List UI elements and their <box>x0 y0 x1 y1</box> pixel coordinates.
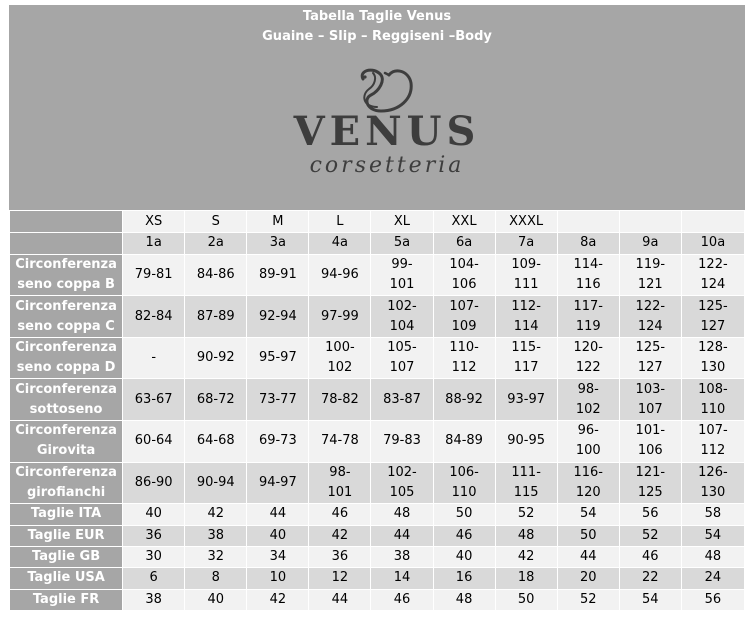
cell-line: 86-90 <box>134 474 173 490</box>
cell-line: 105- <box>387 340 417 356</box>
conversion-value: 54 <box>619 589 681 610</box>
conversion-value: 46 <box>433 525 495 546</box>
measurement-value <box>309 296 371 338</box>
cell-line: Circonferenza <box>15 298 117 314</box>
measurement-value <box>185 337 247 379</box>
cell-line: 107 <box>637 401 663 417</box>
cell-line: 117 <box>513 360 539 376</box>
measurement-value <box>681 254 744 296</box>
cell-line: 124 <box>700 276 726 292</box>
cell-line: 128- <box>698 340 728 356</box>
cell-line: 84-86 <box>196 266 235 282</box>
cell-line: 74-78 <box>321 433 359 449</box>
cell-line: 125- <box>698 298 728 314</box>
measurement-value <box>557 421 619 463</box>
cell-line: 127 <box>700 318 726 334</box>
cell-line: 114 <box>513 318 539 334</box>
number-size-row <box>10 233 745 254</box>
cell-line: Circonferenza <box>15 340 117 356</box>
cell-line: 64-68 <box>196 433 235 449</box>
measurement-value <box>433 462 495 504</box>
measurement-value <box>309 379 371 421</box>
measurement-row <box>10 421 745 463</box>
cell-line: 106 <box>451 276 477 292</box>
logo-wordmark: VENUS <box>293 108 481 155</box>
conversion-label: Taglie GB <box>10 546 123 567</box>
conversion-value: 44 <box>557 546 619 567</box>
conversion-value: 52 <box>557 589 619 610</box>
measurement-value <box>619 379 681 421</box>
cell-line: 108- <box>698 381 728 397</box>
cell-line: 78-82 <box>321 391 359 407</box>
cell-line: Circonferenza <box>15 256 117 272</box>
conversion-value: 36 <box>123 525 185 546</box>
cell-line: 112 <box>700 443 726 459</box>
measurement-label <box>10 337 123 379</box>
letter-size-cell <box>557 211 619 233</box>
measurement-label <box>10 254 123 296</box>
cell-line: 101- <box>635 423 666 439</box>
measurement-value <box>123 296 185 338</box>
letter-size-cell: XXL <box>433 211 495 233</box>
cell-line: 83-87 <box>383 391 421 407</box>
cell-line: 89-91 <box>258 266 297 282</box>
cell-line: girofianchi <box>26 484 106 500</box>
measurement-value <box>557 296 619 338</box>
cell-line: 102 <box>575 401 601 417</box>
letter-size-cell: XXXL <box>495 211 557 233</box>
measurement-value <box>371 462 433 504</box>
conversion-value: 46 <box>619 546 681 567</box>
measurement-value <box>619 462 681 504</box>
measurement-value <box>495 254 557 296</box>
cell-line: Circonferenza <box>15 464 117 480</box>
measurement-value <box>247 337 309 379</box>
cell-line: 110- <box>449 340 479 356</box>
conversion-value: 44 <box>247 504 309 525</box>
cell-line: 114- <box>573 256 603 272</box>
measurement-value <box>619 421 681 463</box>
measurement-value <box>619 254 681 296</box>
conversion-value: 12 <box>309 568 371 589</box>
measurement-value <box>309 462 371 504</box>
measurement-value <box>495 379 557 421</box>
cell-line: 110 <box>700 401 726 417</box>
conversion-label: Taglie EUR <box>10 525 123 546</box>
letter-size-cell: L <box>309 211 371 233</box>
letter-size-cell <box>681 211 744 233</box>
measurement-value <box>371 296 433 338</box>
cell-line: 96- <box>577 423 599 439</box>
cell-line: 98- <box>577 381 599 397</box>
conversion-value: 24 <box>681 568 744 589</box>
cell-line: 126- <box>698 464 728 480</box>
measurement-value <box>681 462 744 504</box>
cell-line: 122 <box>575 360 601 376</box>
cell-line: 104 <box>389 318 415 334</box>
measurement-value <box>557 462 619 504</box>
conversion-value: 40 <box>185 589 247 610</box>
cell-line: 119 <box>575 318 601 334</box>
cell-line: 122- <box>635 298 666 314</box>
measurement-row <box>10 462 745 504</box>
conversion-value: 8 <box>185 568 247 589</box>
conversion-row <box>10 546 745 567</box>
cell-line: 109 <box>451 318 477 334</box>
measurement-row <box>10 379 745 421</box>
cell-line: 90-92 <box>196 350 235 366</box>
conversion-label: Taglie FR <box>10 589 123 610</box>
conversion-value: 48 <box>371 504 433 525</box>
measurement-value <box>123 254 185 296</box>
measurement-value <box>495 462 557 504</box>
measurement-value <box>185 254 247 296</box>
measurement-value <box>619 296 681 338</box>
cell-line: Circonferenza <box>15 423 117 439</box>
conversion-value: 18 <box>495 568 557 589</box>
measurement-value <box>309 421 371 463</box>
cell-line: 103- <box>635 381 666 397</box>
measurement-value <box>557 379 619 421</box>
measurement-value <box>247 462 309 504</box>
conversion-value: 52 <box>619 525 681 546</box>
conversion-value: 46 <box>371 589 433 610</box>
cell-line: 98- <box>329 464 351 480</box>
conversion-value: 10 <box>247 568 309 589</box>
number-size-cell: 5a <box>371 233 433 254</box>
conversion-row <box>10 525 745 546</box>
cell-line: 94-97 <box>258 474 297 490</box>
conversion-value: 38 <box>371 546 433 567</box>
measurement-value <box>123 462 185 504</box>
conversion-value: 40 <box>123 504 185 525</box>
measurement-value <box>309 337 371 379</box>
cell-line: 100 <box>575 443 601 459</box>
letter-size-row <box>10 211 745 233</box>
cell-line: 115- <box>511 340 541 356</box>
conversion-value: 40 <box>433 546 495 567</box>
table-corner <box>10 211 123 233</box>
cell-line: 82-84 <box>134 308 173 324</box>
letter-size-cell: XS <box>123 211 185 233</box>
conversion-value: 42 <box>185 504 247 525</box>
chart-header <box>9 5 745 210</box>
measurement-value <box>433 254 495 296</box>
cell-line: 107- <box>698 423 728 439</box>
cell-line: 94-96 <box>321 266 359 282</box>
cell-line: 73-77 <box>258 391 297 407</box>
measurement-label <box>10 421 123 463</box>
measurement-value <box>557 254 619 296</box>
measurement-value <box>185 462 247 504</box>
cell-line: 117- <box>573 298 603 314</box>
letter-size-cell: S <box>185 211 247 233</box>
logo-tagline: corsetteria <box>309 153 465 178</box>
cell-line: 106- <box>449 464 479 480</box>
measurement-value <box>371 337 433 379</box>
cell-line: 79-83 <box>383 433 421 449</box>
conversion-value: 40 <box>247 525 309 546</box>
table-corner <box>10 233 123 254</box>
conversion-value: 42 <box>247 589 309 610</box>
cell-line: 112 <box>451 360 477 376</box>
cell-line: 101 <box>389 276 415 292</box>
conversion-value: 38 <box>123 589 185 610</box>
number-size-cell: 8a <box>557 233 619 254</box>
conversion-value: 46 <box>309 504 371 525</box>
cell-line: 79-81 <box>134 266 173 282</box>
cell-line: 111 <box>513 276 539 292</box>
measurement-row <box>10 337 745 379</box>
measurement-value <box>433 421 495 463</box>
measurement-value <box>309 254 371 296</box>
conversion-value: 38 <box>185 525 247 546</box>
measurement-value <box>557 337 619 379</box>
number-size-cell: 7a <box>495 233 557 254</box>
cell-line: 84-89 <box>445 433 483 449</box>
chart-subtitle: Guaine – Slip – Reggiseni –Body <box>262 29 492 44</box>
conversion-value: 6 <box>123 568 185 589</box>
venus-logo <box>277 53 497 188</box>
cell-line: 110 <box>451 484 477 500</box>
measurement-value <box>495 296 557 338</box>
measurement-value <box>433 337 495 379</box>
cell-line: 120- <box>573 340 603 356</box>
measurement-value <box>371 254 433 296</box>
measurement-value <box>123 337 185 379</box>
conversion-label: Taglie USA <box>10 568 123 589</box>
conversion-value: 30 <box>123 546 185 567</box>
cell-line: Circonferenza <box>15 381 117 397</box>
cell-line: seno coppa D <box>16 360 116 376</box>
cell-line: 90-95 <box>507 433 546 449</box>
cell-line: 107 <box>389 360 415 376</box>
measurement-value <box>123 379 185 421</box>
cell-line: 116- <box>573 464 603 480</box>
measurement-value <box>495 421 557 463</box>
conversion-value: 16 <box>433 568 495 589</box>
cell-line: 88-92 <box>445 391 483 407</box>
conversion-value: 36 <box>309 546 371 567</box>
conversion-value: 50 <box>433 504 495 525</box>
cell-line: 68-72 <box>196 391 235 407</box>
number-size-cell: 6a <box>433 233 495 254</box>
conversion-value: 48 <box>681 546 744 567</box>
measurement-value <box>433 379 495 421</box>
conversion-value: 42 <box>495 546 557 567</box>
cell-line: 121- <box>635 464 666 480</box>
conversion-value: 42 <box>309 525 371 546</box>
measurement-value <box>681 296 744 338</box>
cell-line: 111- <box>511 464 541 480</box>
number-size-cell: 2a <box>185 233 247 254</box>
cell-line: 102 <box>327 360 353 376</box>
cell-line: 69-73 <box>258 433 297 449</box>
conversion-value: 14 <box>371 568 433 589</box>
conversion-value: 20 <box>557 568 619 589</box>
measurement-value <box>185 421 247 463</box>
cell-line: 99- <box>391 256 413 272</box>
measurement-value <box>185 296 247 338</box>
size-table <box>9 210 745 611</box>
cell-line: 87-89 <box>196 308 235 324</box>
conversion-value: 22 <box>619 568 681 589</box>
conversion-label: Taglie ITA <box>10 504 123 525</box>
cell-line: 125 <box>637 484 663 500</box>
measurement-value <box>185 379 247 421</box>
cell-line: 60-64 <box>134 433 173 449</box>
conversion-row <box>10 589 745 610</box>
cell-line: 102- <box>387 298 417 314</box>
letter-size-cell <box>619 211 681 233</box>
measurement-value <box>247 296 309 338</box>
cell-line: 130 <box>700 484 726 500</box>
conversion-value: 44 <box>309 589 371 610</box>
cell-line: 105 <box>389 484 415 500</box>
conversion-value: 48 <box>433 589 495 610</box>
cell-line: 116 <box>575 276 601 292</box>
measurement-value <box>247 379 309 421</box>
measurement-value <box>681 337 744 379</box>
measurement-value <box>123 421 185 463</box>
cell-line: 63-67 <box>134 391 173 407</box>
cell-line: 122- <box>698 256 728 272</box>
cell-line: 130 <box>700 360 726 376</box>
cell-line: 102- <box>387 464 417 480</box>
conversion-value: 50 <box>557 525 619 546</box>
measurement-value <box>681 379 744 421</box>
conversion-value: 56 <box>619 504 681 525</box>
cell-line: seno coppa B <box>17 276 115 292</box>
measurement-value <box>247 421 309 463</box>
cell-line: 124 <box>637 318 663 334</box>
cell-line: 107- <box>449 298 479 314</box>
measurement-label <box>10 379 123 421</box>
cell-line: 90-94 <box>196 474 235 490</box>
conversion-value: 50 <box>495 589 557 610</box>
conversion-row <box>10 568 745 589</box>
measurement-value <box>433 296 495 338</box>
measurement-value <box>681 421 744 463</box>
cell-line: 95-97 <box>258 350 297 366</box>
cell-line: - <box>151 350 157 366</box>
cell-line: sottoseno <box>29 401 103 417</box>
measurement-row <box>10 254 745 296</box>
conversion-value: 52 <box>495 504 557 525</box>
cell-line: 121 <box>637 276 663 292</box>
conversion-value: 54 <box>681 525 744 546</box>
cell-line: 115 <box>513 484 539 500</box>
conversion-row <box>10 504 745 525</box>
conversion-value: 34 <box>247 546 309 567</box>
number-size-cell: 1a <box>123 233 185 254</box>
measurement-value <box>371 421 433 463</box>
cell-line: Girovita <box>36 443 96 459</box>
measurement-row <box>10 296 745 338</box>
cell-line: 127 <box>637 360 663 376</box>
letter-size-cell: M <box>247 211 309 233</box>
cell-line: 125- <box>635 340 666 356</box>
measurement-value <box>247 254 309 296</box>
cell-line: 93-97 <box>507 391 546 407</box>
cell-line: 101 <box>327 484 353 500</box>
measurement-value <box>495 337 557 379</box>
measurement-value <box>371 379 433 421</box>
number-size-cell: 9a <box>619 233 681 254</box>
number-size-cell: 3a <box>247 233 309 254</box>
chart-title: Tabella Taglie Venus <box>302 9 452 24</box>
conversion-value: 54 <box>557 504 619 525</box>
measurement-label <box>10 462 123 504</box>
cell-line: 97-99 <box>321 308 359 324</box>
conversion-value: 44 <box>371 525 433 546</box>
conversion-value: 32 <box>185 546 247 567</box>
cell-line: 104- <box>449 256 479 272</box>
cell-line: 119- <box>635 256 666 272</box>
cell-line: 100- <box>325 340 355 356</box>
conversion-value: 58 <box>681 504 744 525</box>
cell-line: 120 <box>575 484 601 500</box>
cell-line: 112- <box>511 298 541 314</box>
number-size-cell: 10a <box>681 233 744 254</box>
letter-size-cell: XL <box>371 211 433 233</box>
cell-line: 109- <box>511 256 541 272</box>
conversion-value: 56 <box>681 589 744 610</box>
conversion-value: 48 <box>495 525 557 546</box>
cell-line: 106 <box>637 443 663 459</box>
measurement-label <box>10 296 123 338</box>
cell-line: seno coppa C <box>17 318 115 334</box>
cell-line: 92-94 <box>258 308 297 324</box>
number-size-cell: 4a <box>309 233 371 254</box>
measurement-value <box>619 337 681 379</box>
